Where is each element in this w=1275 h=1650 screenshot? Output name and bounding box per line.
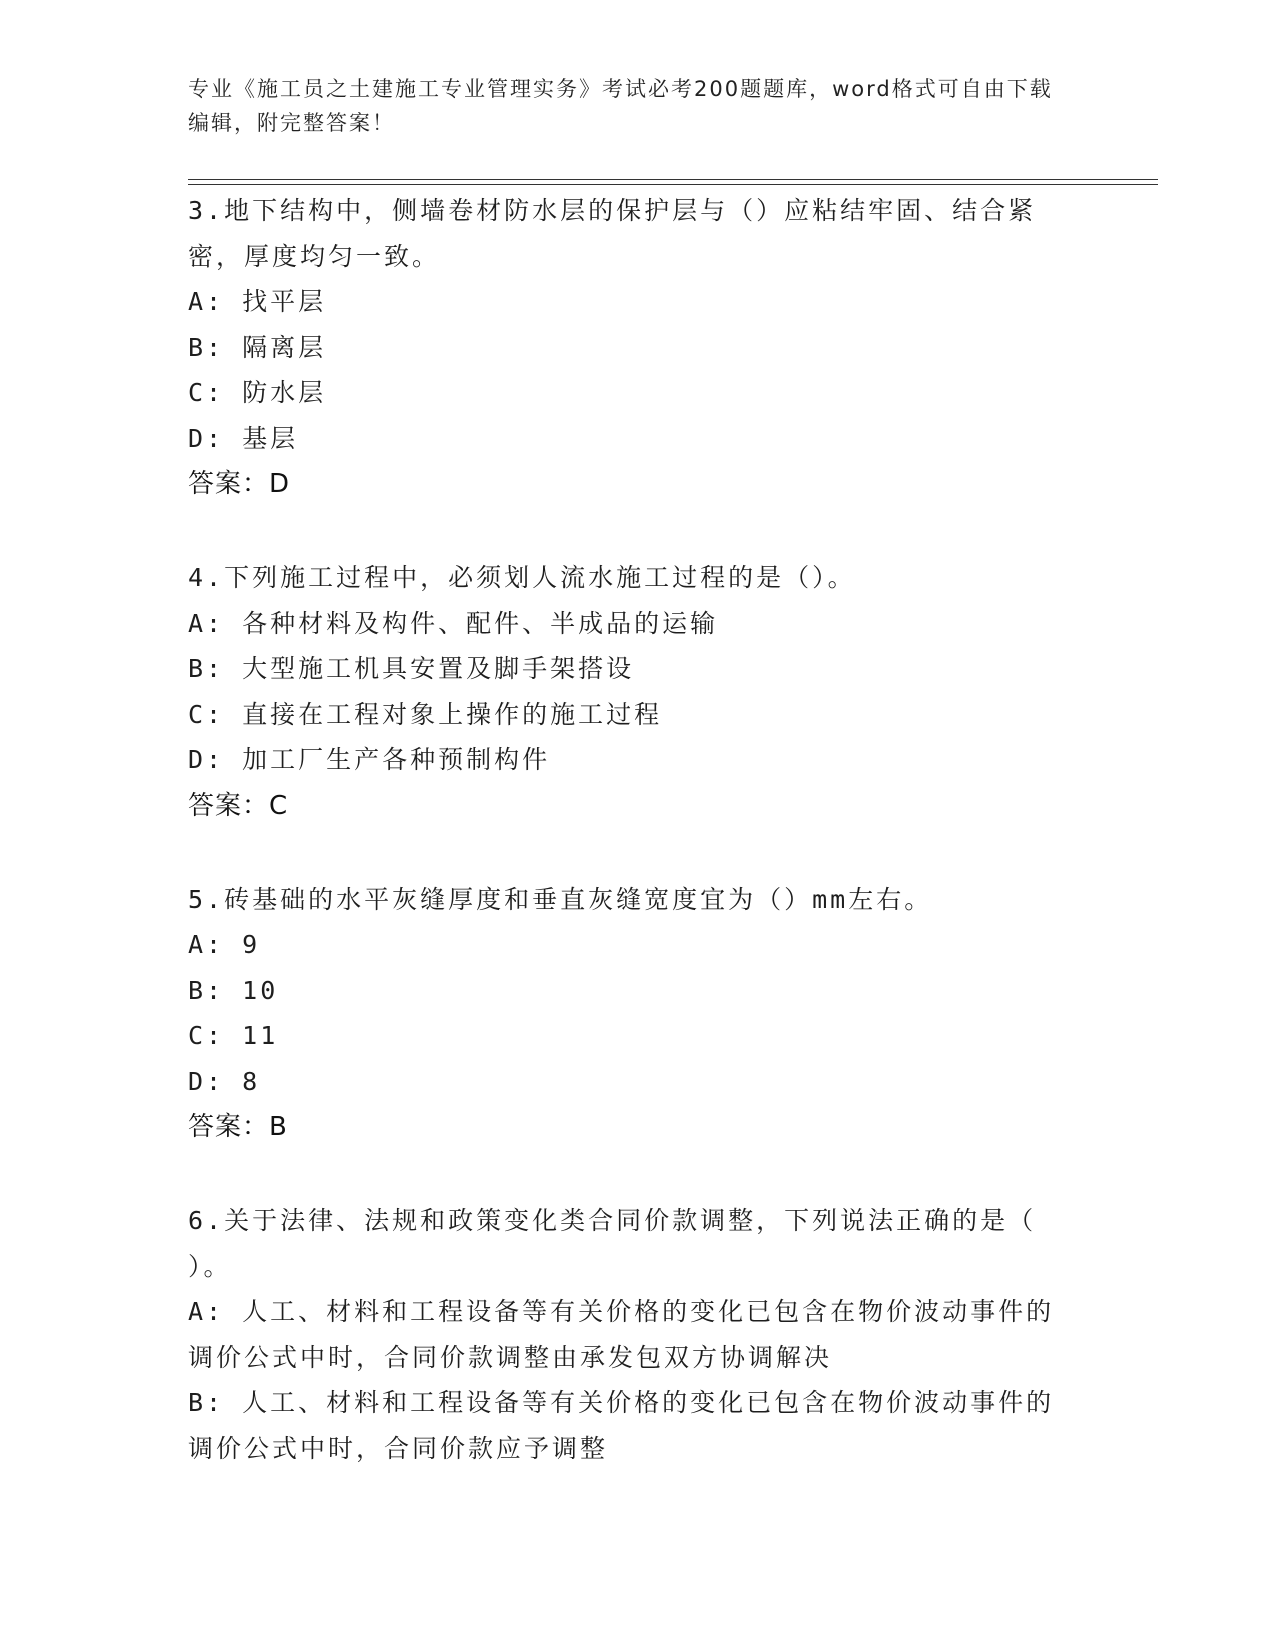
answer-option: B: 10 — [188, 975, 279, 1005]
answer-option: C: 防水层 — [188, 378, 327, 407]
answer-option: 调价公式中时，合同价款应予调整 — [188, 1433, 609, 1463]
question-block — [188, 188, 1088, 507]
question-block — [188, 1198, 1088, 1471]
correct-answer: 答案：B — [188, 1112, 288, 1142]
question-stem: 6.关于法律、法规和政策变化类合同价款调整，下列说法正确的是（ — [188, 1206, 1037, 1235]
answer-option: A: 9 — [188, 930, 261, 959]
correct-answer: 答案：C — [188, 790, 289, 821]
question-block — [188, 555, 1088, 829]
answer-option: A: 找平层 — [188, 287, 327, 316]
header-divider-bottom — [188, 184, 1158, 185]
answer-option: D: 加工厂生产各种预制构件 — [188, 745, 551, 774]
answer-option: B: 人工、材料和工程设备等有关价格的变化已包含在物价波动事件的 — [188, 1388, 1055, 1417]
answer-option: B: 隔离层 — [188, 332, 327, 362]
question-list — [188, 188, 1088, 1519]
answer-option: C: 11 — [188, 1021, 279, 1050]
question-block — [188, 877, 1088, 1151]
answer-option: A: 各种材料及构件、配件、半成品的运输 — [188, 608, 719, 638]
answer-option: A: 人工、材料和工程设备等有关价格的变化已包含在物价波动事件的 — [188, 1297, 1055, 1326]
header-divider-top — [188, 179, 1158, 180]
question-stem: 3.地下结构中，侧墙卷材防水层的保护层与（）应粘结牢固、结合紧 — [188, 196, 1037, 225]
question-stem: 密，厚度均匀一致。 — [188, 241, 441, 271]
question-stem: 4.下列施工过程中，必须划人流水施工过程的是（）。 — [188, 563, 856, 592]
document-header: 专业《施工员之土建施工专业管理实务》考试必考200题题库，word格式可自由下载编辑，附完整答案！ — [188, 77, 1053, 135]
question-stem: 5.砖基础的水平灰缝厚度和垂直灰缝宽度宜为（）mm左右。 — [188, 884, 933, 914]
answer-option: B: 大型施工机具安置及脚手架搭设 — [188, 654, 635, 683]
answer-option: 调价公式中时，合同价款调整由承发包双方协调解决 — [188, 1342, 833, 1372]
answer-option: D: 基层 — [188, 423, 299, 453]
answer-option: C: 直接在工程对象上操作的施工过程 — [188, 699, 663, 729]
correct-answer: 答案：D — [188, 469, 291, 499]
answer-option: D: 8 — [188, 1066, 261, 1096]
question-stem: ）。 — [188, 1251, 232, 1281]
